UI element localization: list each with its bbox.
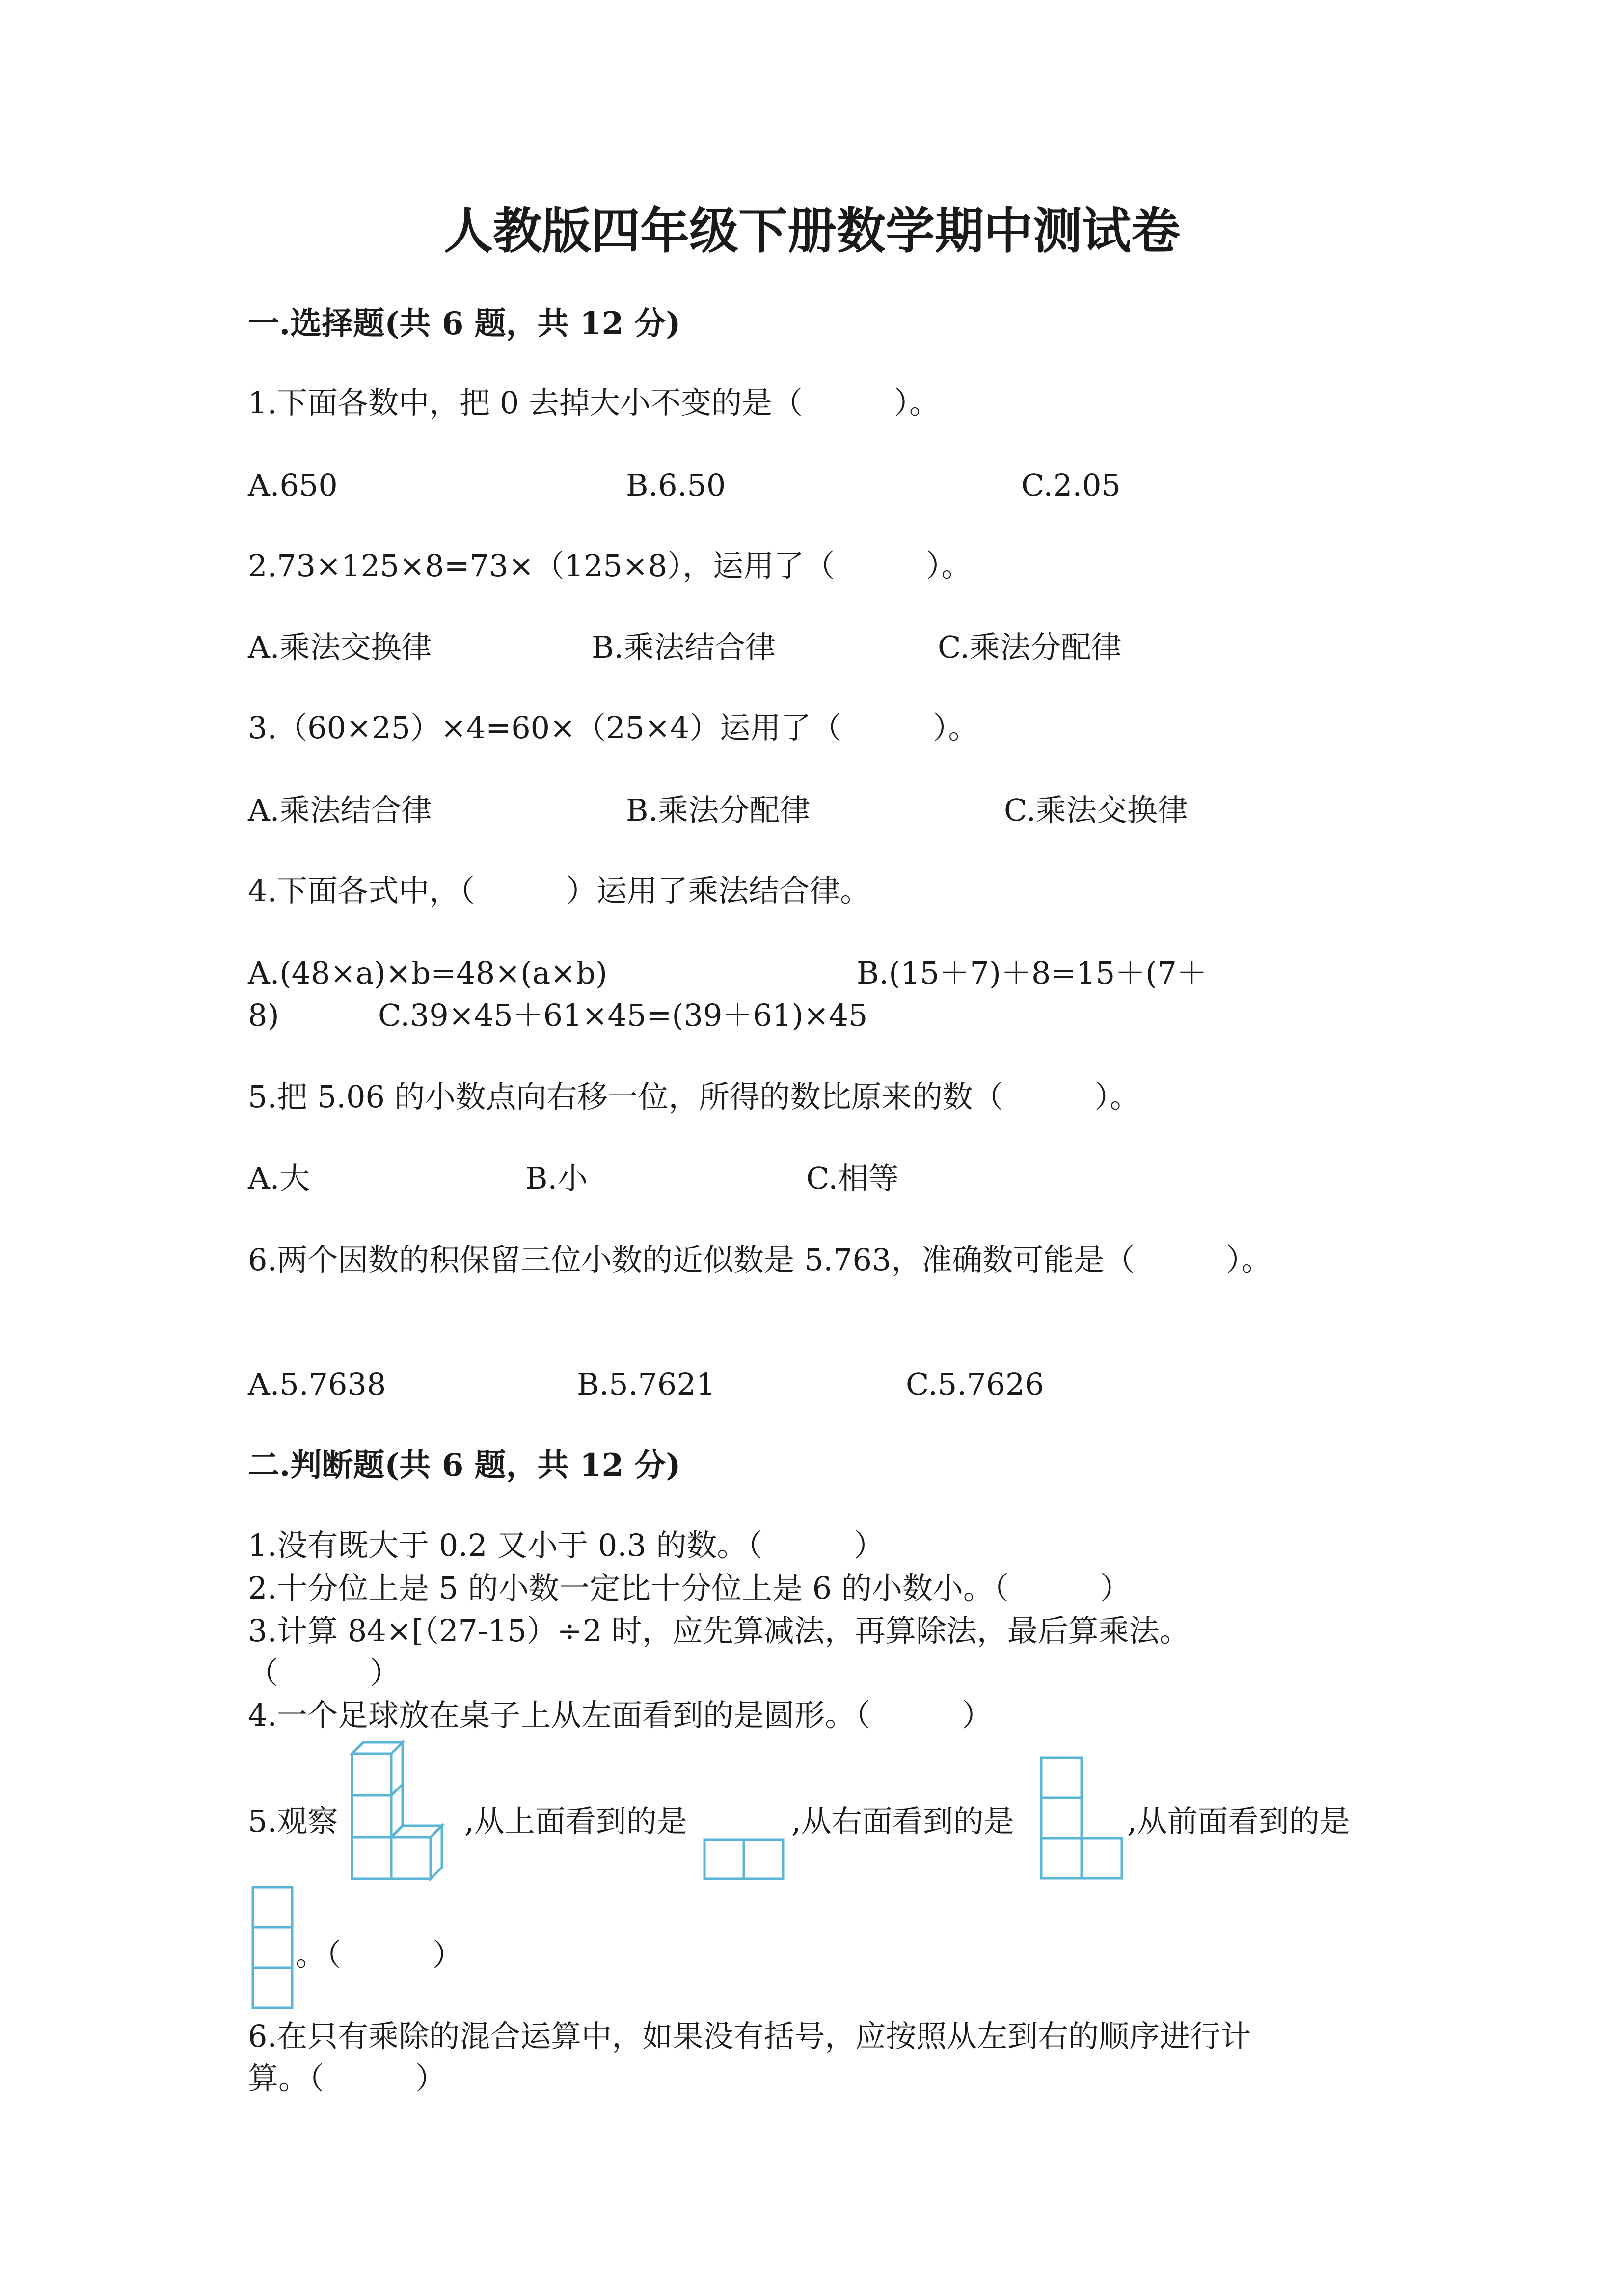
question-stem: 1.下面各数中，把 0 去掉大小不变的是（ ）。 <box>248 385 940 421</box>
question-stem: 6.两个因数的积保留三位小数的近似数是 5.763，准确数可能是（ ）。 <box>248 1242 1272 1278</box>
question-stem: 3.（60×25）×4=60×（25×4）运用了（ ）。 <box>248 710 979 746</box>
option: C.相等 <box>806 1160 899 1196</box>
question-stem: 5.把 5.06 的小数点向右移一位，所得的数比原来的数（ ）。 <box>248 1079 1140 1115</box>
option: C.乘法分配律 <box>938 629 1122 665</box>
option: B.乘法结合律 <box>592 629 776 665</box>
front-view-figure <box>251 1886 294 2009</box>
option: A.乘法交换律 <box>248 629 432 665</box>
option: B.乘法分配律 <box>626 792 811 828</box>
option: B.5.7621 <box>577 1366 716 1402</box>
question-stem: 4.下面各式中，（ ）运用了乘法结合律。 <box>248 873 871 908</box>
section-heading-judgment: 二.判断题(共 6 题，共 12 分) <box>248 1447 681 1484</box>
judgment-item: 6.在只有乘除的混合运算中，如果没有括号，应按照从左到右的顺序进行计 <box>248 2018 1251 2054</box>
option: C.5.7626 <box>906 1366 1044 1402</box>
judgment-item-continuation: （ ） <box>248 1655 401 1691</box>
option: A.乘法结合律 <box>248 792 432 828</box>
q5-text-right-view: ,从右面看到的是 <box>791 1803 1014 1839</box>
option-continuation: 8) <box>248 997 279 1033</box>
right-view-figure <box>1040 1756 1123 1880</box>
option: A.大 <box>248 1160 310 1196</box>
option: C.39×45＋61×45=(39＋61)×45 <box>378 997 868 1033</box>
judgment-item: 1.没有既大于 0.2 又小于 0.3 的数。（ ） <box>248 1527 885 1563</box>
option: B.6.50 <box>626 467 726 503</box>
option: A.5.7638 <box>248 1366 386 1402</box>
judgment-item: 4.一个足球放在桌子上从左面看到的是圆形。（ ） <box>248 1697 993 1733</box>
option: A.650 <box>248 467 338 503</box>
q5-text-top-view: ,从上面看到的是 <box>464 1803 687 1839</box>
section-heading-choice: 一.选择题(共 6 题，共 12 分) <box>248 305 681 342</box>
option: C.2.05 <box>1021 467 1121 503</box>
judgment-item: 2.十分位上是 5 的小数一定比十分位上是 6 的小数小。（ ） <box>248 1570 1131 1606</box>
q5-text-observe: 5.观察 <box>248 1803 338 1839</box>
question-stem: 2.73×125×8=73×（125×8），运用了（ ）。 <box>248 548 972 584</box>
q5-text-front-view: ,从前面看到的是 <box>1127 1803 1350 1839</box>
top-view-figure <box>703 1838 784 1880</box>
q5-text-answer: 。（ ） <box>296 1937 463 1973</box>
option: B.小 <box>525 1160 588 1196</box>
judgment-item-continuation: 算。（ ） <box>248 2060 446 2096</box>
cube-stack-figure <box>350 1740 448 1880</box>
option: B.(15＋7)＋8=15＋(7＋ <box>857 955 1207 991</box>
option: C.乘法交换律 <box>1004 792 1188 828</box>
judgment-item: 3.计算 84×[（27-15）÷2 时，应先算减法，再算除法，最后算乘法。 <box>248 1613 1190 1649</box>
page-title: 人教版四年级下册数学期中测试卷 <box>444 202 1180 260</box>
option: A.(48×a)×b=48×(a×b) <box>248 955 608 991</box>
